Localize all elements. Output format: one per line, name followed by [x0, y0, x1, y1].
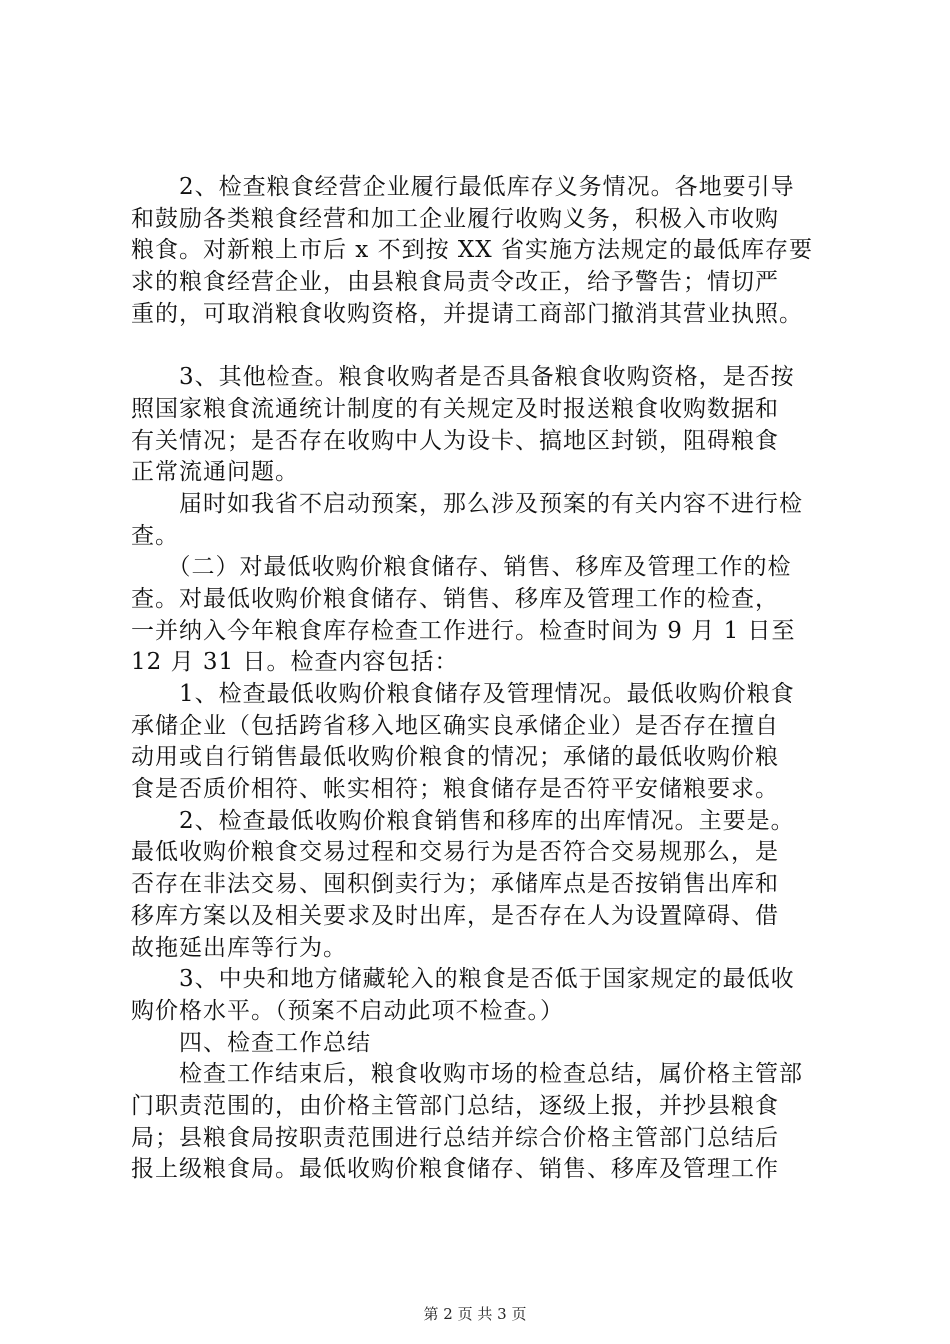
text-line: 购价格水平。（预案不启动此项不检查。）: [131, 997, 564, 1024]
text-line: 门职责范围的，由价格主管部门总结，逐级上报，并抄县粮食: [131, 1092, 779, 1119]
text-line: 粮食。对新粮上市后 x 不到按 XX 省实施方法规定的最低库存要: [131, 237, 813, 264]
page-number-footer: 第 2 页 共 3 页: [423, 1305, 527, 1323]
text-line: 有关情况；是否存在收购中人为设卡、搞地区封锁，阻碍粮食: [131, 427, 779, 454]
text-line: 查。对最低收购价粮食储存、销售、移库及管理工作的检查，: [131, 585, 779, 612]
text-line: 12 月 31 日。检查内容包括：: [131, 649, 459, 676]
text-line: 求的粮食经营企业，由县粮食局责令改正，给予警告；情切严: [131, 269, 779, 296]
text-line: 查。: [131, 522, 179, 549]
text-line: 四、检查工作总结: [131, 1029, 371, 1056]
text-line: 否存在非法交易、囤积倒卖行为；承储库点是否按销售出库和: [131, 871, 779, 898]
paragraph-gap: [131, 330, 831, 362]
text-line: 照国家粮食流通统计制度的有关规定及时报送粮食收购数据和: [131, 395, 779, 422]
text-line: 2、检查最低收购价粮食销售和移库的出库情况。主要是。: [131, 807, 795, 834]
paragraph-block-2: [131, 362, 831, 1281]
text-line: 3、中央和地方储藏轮入的粮食是否低于国家规定的最低收: [131, 966, 795, 993]
text-line: 动用或自行销售最低收购价粮食的情况；承储的最低收购价粮: [131, 744, 779, 771]
text-line: 一并纳入今年粮食库存检查工作进行。检查时间为 9 月 1 日至: [131, 617, 796, 644]
text-line: 2、检查粮食经营企业履行最低库存义务情况。各地要引导: [131, 174, 795, 200]
paragraph-block-1: [131, 172, 831, 330]
text-line: 承储企业（包括跨省移入地区确实良承储企业）是否存在擅自: [131, 712, 779, 739]
text-line: 最低收购价粮食交易过程和交易行为是否符合交易规那么，是: [131, 839, 779, 866]
text-line: 检查工作结束后，粮食收购市场的检查总结，属价格主管部: [131, 1061, 803, 1088]
text-line: 局；县粮食局按职责范围进行总结并综合价格主管部门总结后: [131, 1124, 779, 1151]
document-body: [131, 172, 831, 1281]
text-line: [131, 1186, 831, 1218]
text-line: （二）对最低收购价粮食储存、销售、移库及管理工作的检: [131, 554, 792, 581]
text-line: 和鼓励各类粮食经营和加工企业履行收购义务，积极入市收购: [131, 205, 779, 232]
text-line: 届时如我省不启动预案，那么涉及预案的有关内容不进行检: [131, 490, 803, 517]
text-line: 故拖延出库等行为。: [131, 934, 347, 961]
text-line: 重的，可取消粮食收购资格，并提请工商部门撤消其营业执照。: [131, 300, 803, 327]
text-line: [131, 1249, 831, 1281]
text-line: 正常流通问题。: [131, 459, 299, 486]
text-line: 移库方案以及相关要求及时出库，是否存在人为设置障碍、借: [131, 902, 779, 929]
text-line: 3、其他检查。粮食收购者是否具备粮食收购资格，是否按: [131, 364, 795, 391]
text-line: 报上级粮食局。最低收购价粮食储存、销售、移库及管理工作: [131, 1156, 779, 1183]
text-line: [131, 1218, 831, 1250]
text-line: 1、检查最低收购价粮食储存及管理情况。最低收购价粮食: [131, 681, 795, 707]
text-line: 食是否质价相符、帐实相符；粮食储存是否符平安储粮要求。: [131, 776, 779, 803]
